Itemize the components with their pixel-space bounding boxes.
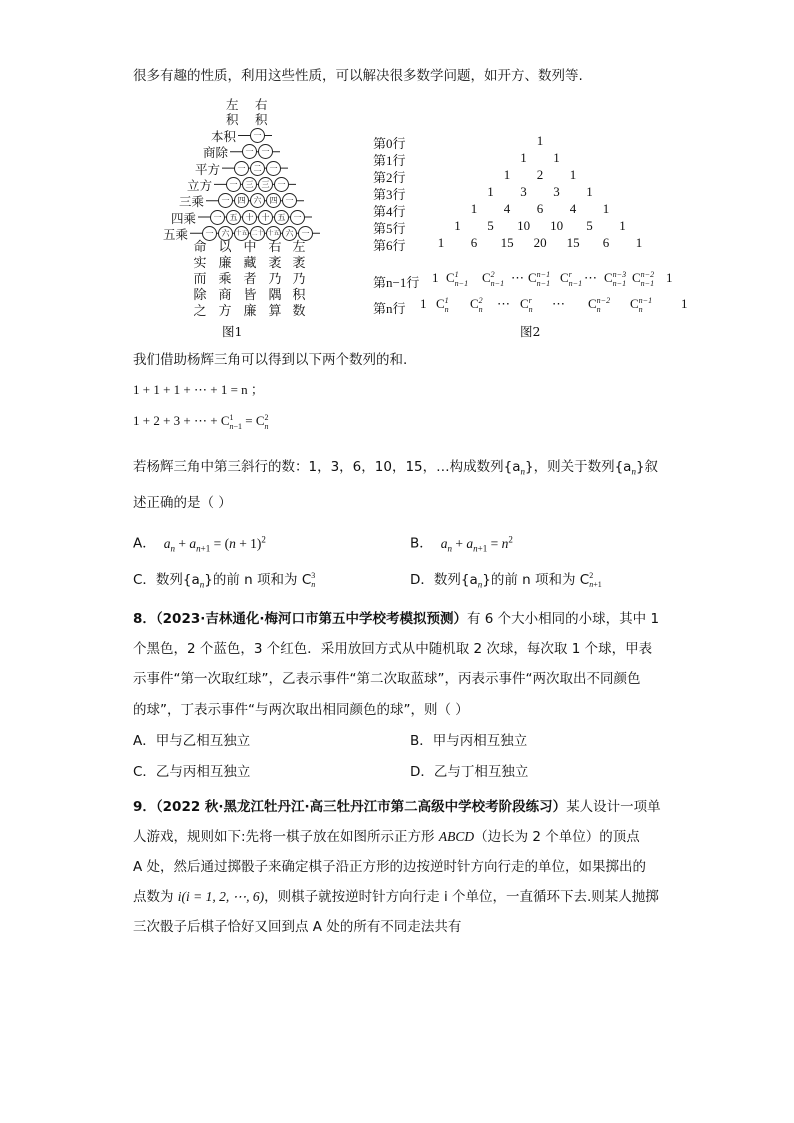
fig2-row-n-minus-1-term: C 1 n−1: [446, 270, 469, 289]
fig1-number-circle: 二十: [250, 226, 265, 241]
formula-1: 1 + 1 + 1 + ⋯ + 1 = n ；: [133, 382, 264, 397]
fig1-number-circle: 一: [282, 193, 297, 208]
fig2-number: 1: [470, 201, 478, 216]
fig1-top-left: 积: [226, 112, 239, 127]
formula-2: 1 + 2 + 3 + ⋯ + C 1 n−1 = C 2 n: [133, 413, 269, 432]
fig1-number-circle: 一: [290, 210, 305, 225]
fig1-row-label: 三乘: [179, 194, 205, 210]
fig2-number: 1: [602, 201, 610, 216]
fig1-number-circle: 四: [266, 193, 281, 208]
fig1-number-circle: 三: [242, 177, 257, 192]
lead-text: 我们借助杨辉三角可以得到以下两个数列的和.: [133, 352, 408, 368]
fig2-row-n-term: C 1 n: [436, 296, 449, 315]
fig1-number-circle: 六: [218, 226, 233, 241]
fig1-row-label: 本积: [211, 129, 237, 144]
fig2-row-n-minus-1-term: 1: [432, 270, 439, 285]
fig1-row-label: 五乘: [163, 226, 189, 242]
fig1-number-circle: 一: [234, 161, 249, 176]
fig2-number: 1: [569, 167, 577, 182]
fig1-top-right: 右: [255, 97, 268, 112]
fig1-number-circle: 六: [282, 226, 297, 241]
q7-option-d[interactable]: D．数列$\{a_n\}$的前 n 项和为 C 2 n+1: [410, 571, 602, 590]
fig2-number: 4: [569, 201, 577, 216]
fig1-column-text: 中藏者皆廉: [243, 240, 257, 319]
fig1-number-circle: 一: [226, 177, 241, 192]
fig1-number-circle: 一: [242, 144, 257, 159]
fig2-number: 3: [520, 184, 527, 199]
fig2-row-n-term: ⋯: [552, 296, 565, 311]
fig2-number: 10: [550, 218, 564, 233]
fig2-row-n-term: C 2 n: [470, 296, 483, 315]
fig1-number-circle: 一: [274, 177, 289, 192]
fig2-row-label: 第6行: [373, 238, 406, 253]
fig2-number: 4: [503, 201, 511, 216]
intro-text: 很多有趣的性质，利用这些性质，可以解决很多数学问题，如开方、数列等.: [133, 68, 583, 84]
fig1-top-right: 积: [255, 112, 268, 127]
fig2-row-n-term: 1: [681, 296, 688, 311]
fig2-row-n-minus-1-term: C n−2 n−1: [632, 270, 655, 289]
fig2-number: 6: [536, 201, 544, 216]
q9-line2: 人游戏，规则如下:先将一棋子放在如图所示正方形 ABCD（边长为 2 个单位）的顶点: [133, 829, 640, 845]
q7-option-b[interactable]: B． $a_n + a_{n+1} = n^2$: [410, 534, 513, 554]
fig2-number: 1: [553, 150, 560, 165]
fig1-number-circle: 一: [266, 161, 281, 176]
fig2-row-label: 第4行: [373, 204, 406, 219]
q8-option-a[interactable]: A．甲与乙相互独立: [133, 733, 251, 749]
fig1-number-circle: 一: [298, 226, 313, 241]
fig1-number-circle: 十: [258, 210, 273, 225]
fig1-number-circle: 一: [258, 144, 273, 159]
q9-line1: 9．（2022 秋·黑龙江牡丹江·高三牡丹江市第二高级中学校考阶段练习）某人设计一项单: [133, 799, 661, 815]
fig2-number: 3: [553, 184, 560, 199]
fig1-row-label: 平方: [195, 161, 221, 177]
fig1-number-circle: 十五: [266, 226, 281, 241]
fig2-number: 6: [602, 235, 610, 250]
fig1-row-label: 商除: [203, 145, 229, 161]
fig2-number: 1: [454, 218, 461, 233]
fig1-column-text: 以廉乘商方: [218, 240, 232, 319]
q8-line4: 的球”，丁表示事件“与两次取出相同颜色的球”，则（ ）: [133, 702, 469, 718]
fig1-number-circle: 一: [210, 210, 225, 225]
fig2-number: 5: [487, 218, 494, 233]
fig2-row-n-term: ⋯: [497, 296, 510, 311]
q9-line5: 三次骰子后棋子恰好又回到点 A 处的所有不同走法共有: [133, 919, 462, 935]
fig2-number: 15: [500, 235, 514, 250]
q8-option-d[interactable]: D．乙与丁相互独立: [410, 764, 529, 780]
q8-option-b[interactable]: B．甲与丙相互独立: [410, 733, 528, 749]
q9-line3: A 处，然后通过掷骰子来确定棋子沿正方形的边按逆时针方向行走的单位，如果掷出的: [133, 859, 647, 875]
fig1-row-label: 立方: [187, 177, 213, 193]
fig2-number: 1: [619, 218, 626, 233]
figure-2-caption: 图2: [520, 324, 541, 339]
fig1-number-circle: 十五: [234, 226, 249, 241]
fig1-number-circle: 六: [250, 193, 265, 208]
fig2-number: 1: [635, 235, 643, 250]
q8-line1: 8．（2023·吉林通化·梅河口市第五中学校考模拟预测）有 6 个大小相同的小球，其中 1: [133, 611, 660, 627]
fig2-number: 10: [517, 218, 531, 233]
fig2-number: 1: [437, 235, 445, 250]
fig2-number: 1: [520, 150, 527, 165]
fig2-row-label: 第n−1行: [373, 275, 420, 290]
fig1-number-circle: 十: [242, 210, 257, 225]
fig2-number: 2: [536, 167, 544, 182]
figure-1-caption: 图1: [222, 324, 243, 339]
q7-option-c[interactable]: C．数列$\{a_n\}$的前 n 项和为 C 3 n: [133, 571, 316, 590]
fig2-number: 6: [470, 235, 478, 250]
fig1-number-circle: 一: [218, 193, 233, 208]
fig1-number-circle: 一: [202, 226, 217, 241]
q8-line3: 示事件“第一次取红球”，乙表示事件“第二次取蓝球”，丙表示事件“两次取出不同颜色: [133, 671, 641, 687]
q8-line2: 个黑色，2 个蓝色，3 个红色．采用放回方式从中随机取 2 次球，每次取 1 个球，甲表: [133, 641, 653, 657]
fig2-row-n-minus-1-term: C n−3 n−1: [604, 270, 627, 289]
fig2-row-n-minus-1-term: ⋯: [511, 270, 524, 285]
q7-stem-line1: 若杨辉三角中第三斜行的数：1，3，6，10，15，…构成数列$\{a_n\}$，则关于数列$\{a_n\}$叙: [133, 459, 659, 477]
fig2-number: 1: [503, 167, 511, 182]
fig1-column-text: 左袤乃积数: [292, 240, 306, 319]
fig2-row-label: 第5行: [373, 221, 406, 236]
fig2-row-label: 第1行: [373, 153, 406, 168]
fig2-row-n-minus-1-term: C r n−1: [560, 270, 583, 289]
fig2-row-n-term: C r n: [520, 296, 533, 315]
fig1-column-text: 命实而除之: [193, 240, 207, 319]
q7-option-a[interactable]: A． $a_n + a_{n+1} = (n + 1)^2$: [133, 534, 266, 554]
fig2-row-label: 第3行: [373, 187, 406, 202]
fig1-number-circle: 五: [226, 210, 241, 225]
fig1-column-text: 右袤乃隅算: [268, 240, 282, 319]
fig2-number: 15: [566, 235, 580, 250]
q9-line4: 点数为 i(i = 1, 2, ⋯, 6)，则棋子就按逆时针方向行走 i 个单位，一直循环下去.则某人抛掷: [133, 889, 659, 905]
fig2-row-n-term: C n−1 n: [630, 296, 653, 315]
q7-stem-line2: 述正确的是（ ）: [133, 495, 232, 511]
fig2-row-n-term: 1: [420, 296, 427, 311]
fig2-row-n-term: C n−2 n: [588, 296, 611, 315]
fig2-row-label: 第2行: [373, 170, 406, 185]
fig1-number-circle: 五: [274, 210, 289, 225]
fig2-number: 1: [586, 184, 593, 199]
fig1-number-circle: 二: [250, 161, 265, 176]
fig1-row-label: 四乘: [171, 210, 197, 226]
fig1-number-circle: 三: [258, 177, 273, 192]
fig2-number: 5: [586, 218, 593, 233]
fig2-row-label: 第0行: [373, 136, 406, 151]
fig2-number: 20: [533, 235, 547, 250]
fig1-top-left: 左: [226, 97, 239, 112]
fig1-number-circle: 四: [234, 193, 249, 208]
fig1-number-circle: 一: [250, 128, 265, 143]
fig2-row-n-minus-1-term: C 2 n−1: [482, 270, 505, 289]
q8-option-c[interactable]: C．乙与丙相互独立: [133, 764, 251, 780]
fig2-number: 1: [536, 133, 544, 148]
fig2-number: 1: [487, 184, 494, 199]
fig2-row-n-minus-1-term: C n−1 n−1: [528, 270, 551, 289]
fig2-row-n-minus-1-term: 1: [666, 270, 673, 285]
fig2-row-label: 第n行: [373, 301, 406, 316]
fig2-row-n-minus-1-term: ⋯: [584, 270, 597, 285]
